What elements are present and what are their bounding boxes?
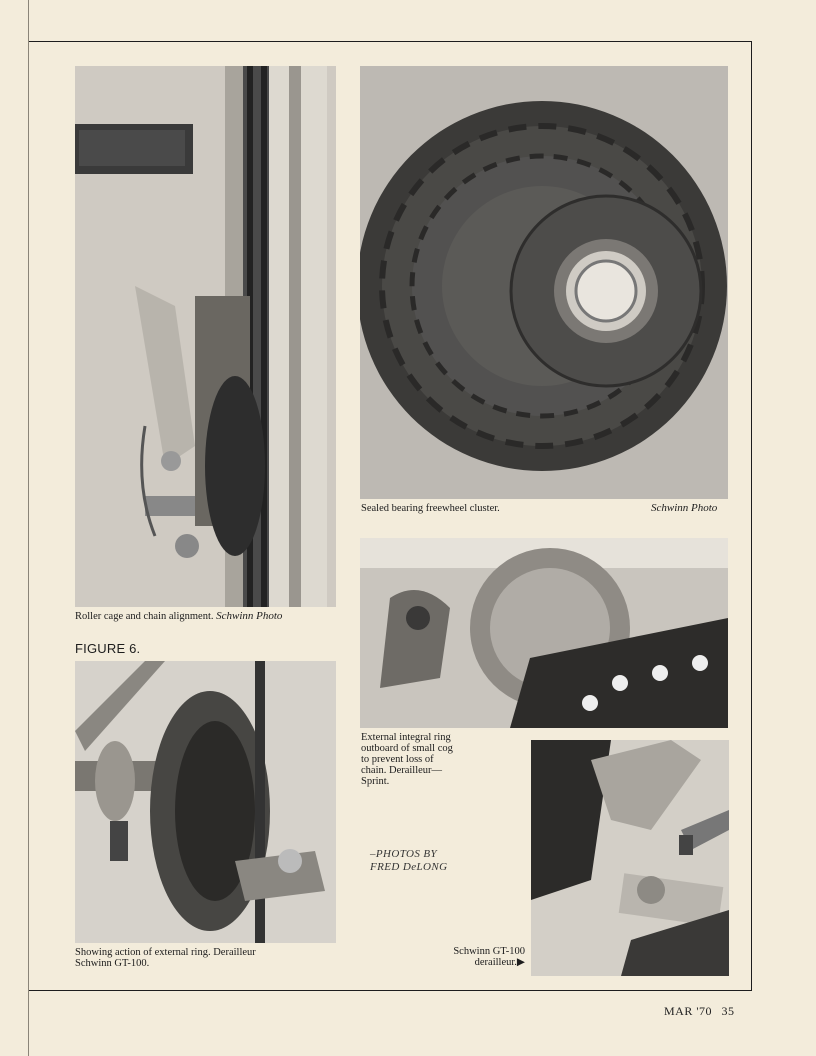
roller-cage-photo-credit: Schwinn Photo xyxy=(216,610,283,622)
caption-line: Schwinn GT-100 xyxy=(453,946,525,957)
freewheel-photo-credit: Schwinn Photo xyxy=(651,502,718,514)
caption-line: to prevent loss of xyxy=(361,754,434,765)
right-rule xyxy=(751,41,752,991)
top-rule xyxy=(28,41,752,42)
roller-cage-caption-text: Roller cage and chain alignment. xyxy=(75,611,214,622)
gt100-caption xyxy=(425,946,525,968)
photo-byline xyxy=(370,848,447,874)
page-number: 35 xyxy=(721,1004,735,1018)
freewheel-photo xyxy=(360,66,728,499)
roller-cage-photo xyxy=(75,66,336,607)
gt100-derailleur-photo xyxy=(531,740,729,976)
left-margin-rule xyxy=(28,0,29,1056)
external-ring-caption xyxy=(361,732,521,787)
external-ring-action-caption xyxy=(75,947,345,969)
caption-line: outboard of small cog xyxy=(361,743,453,754)
caption-line: External integral ring xyxy=(361,732,451,743)
caption-line: Schwinn GT-100. xyxy=(75,958,150,969)
caption-line-with-arrow xyxy=(425,957,525,968)
external-ring-action-photo xyxy=(75,661,336,943)
roller-cage-caption xyxy=(75,611,345,622)
caption-line: Sprint. xyxy=(361,776,390,787)
freewheel-caption: Sealed bearing freewheel cluster. xyxy=(361,503,500,514)
page-footer xyxy=(664,1004,735,1019)
caption-line: Showing action of external ring. Derailleur xyxy=(75,947,256,958)
arrow-right-icon: ▶ xyxy=(516,957,525,968)
caption-line: derailleur. xyxy=(474,957,517,968)
figure-label: FIGURE 6. xyxy=(75,641,141,656)
caption-line: chain. Derailleur— xyxy=(361,765,443,776)
issue-date: MAR '70 xyxy=(664,1004,713,1018)
byline-line: FRED DeLONG xyxy=(370,861,448,873)
external-ring-photo xyxy=(360,538,728,728)
bottom-rule xyxy=(28,990,752,991)
byline-line: –PHOTOS BY xyxy=(370,848,438,860)
